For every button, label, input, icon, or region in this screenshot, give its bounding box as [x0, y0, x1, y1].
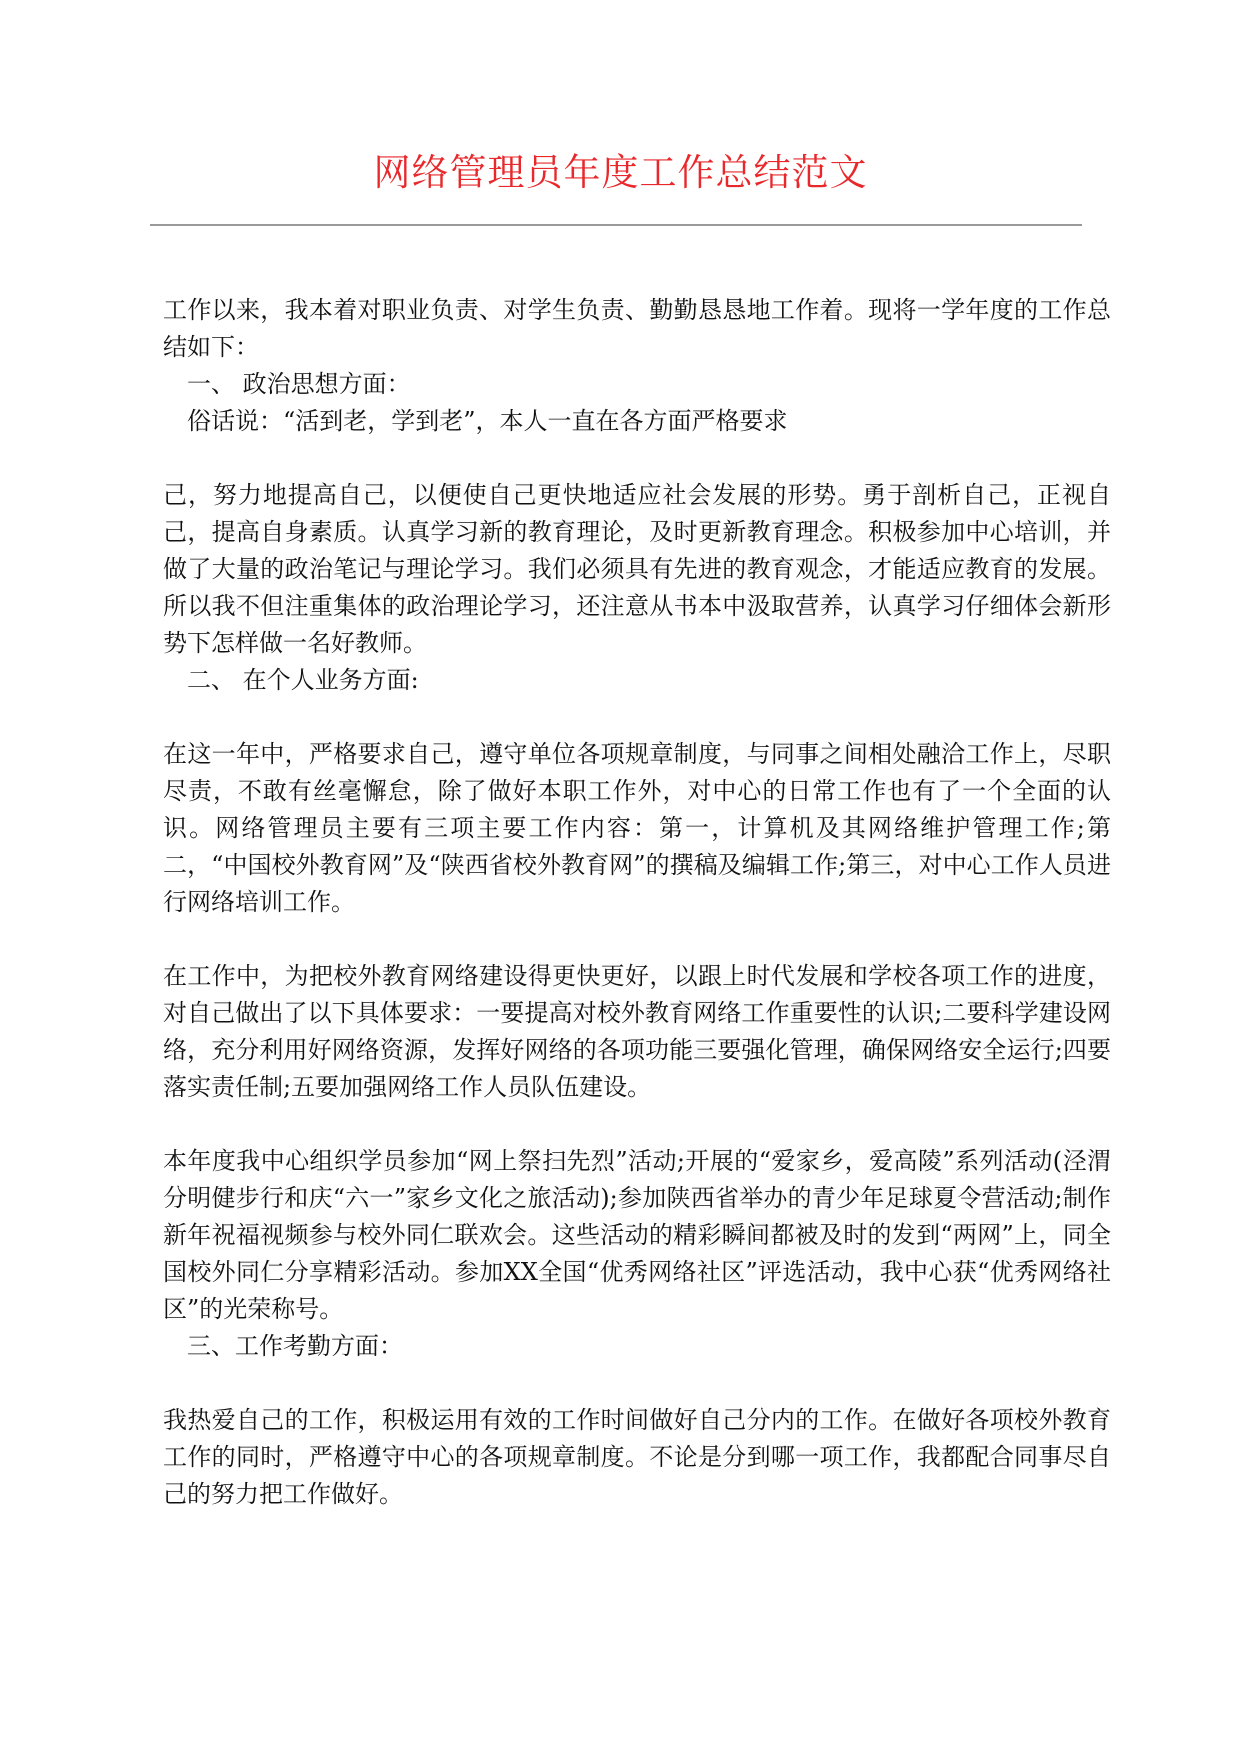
- intro-paragraph: 工作以来，我本着对职业负责、对学生负责、勤勤恳恳地工作着。现将一学年度的工作总结如下：: [163, 296, 1111, 361]
- section-heading-business: 二、 在个人业务方面:: [187, 666, 419, 694]
- paragraph-attendance: 我热爱自己的工作，积极运用有效的工作时间做好自己分内的工作。在做好各项校外教育工作的同时，严格遵守中心的各项规章制度。不论是分到哪一项工作，我都配合同事尽自己的努力把工作做好。: [163, 1406, 1111, 1508]
- paragraph-business: 在这一年中，严格要求自己，遵守单位各项规章制度，与同事之间相处融洽工作上，尽职尽责，不敢有丝毫懈怠，除了做好本职工作外，对中心的日常工作也有了一个全面的认识。网络管理员主要有三项主要工作内容：第一，计算机及其网络维护管理工作;第二，“中国校外教育网”及“陕西省校外教育网”的撰稿及编辑工作;第三，对中心工作人员进行网络培训工作。: [163, 740, 1111, 916]
- document-body: [163, 292, 1111, 1513]
- title-divider: [150, 224, 1082, 226]
- section-heading-politics: 一、 政治思想方面：: [187, 370, 411, 398]
- paragraph-network-requirements: 在工作中，为把校外教育网络建设得更快更好，以跟上时代发展和学校各项工作的进度，对自己做出了以下具体要求：一要提高对校外教育网络工作重要性的认识;二要科学建设网络，充分利用好网络资源，发挥好网络的各项功能三要强化管理，确保网络安全运行;四要落实责任制;五要加强网络工作人员队伍建设。: [163, 962, 1111, 1101]
- paragraph-activities: 本年度我中心组织学员参加“网上祭扫先烈”活动;开展的“爱家乡，爱高陵”系列活动(泾渭分明健步行和庆“六一”家乡文化之旅活动);参加陕西省举办的青少年足球夏令营活动;制作新年祝福视频参与校外同仁联欢会。这些活动的精彩瞬间都被及时的发到“两网”上，同全国校外同仁分享精彩活动。参加XX全国“优秀网络社区”评选活动，我中心获“优秀网络社区”的光荣称号。: [163, 1147, 1111, 1323]
- document-title: 网络管理员年度工作总结范文: [373, 151, 868, 194]
- section-heading-attendance: 三、工作考勤方面：: [187, 1332, 403, 1360]
- paragraph-politics-body: 己，努力地提高自己，以便使自己更快地适应社会发展的形势。勇于剖析自己，正视自己，提高自身素质。认真学习新的教育理论，及时更新教育理念。积极参加中心培训，并做了大量的政治笔记与理论学习。我们必须具有先进的教育观念，才能适应教育的发展。所以我不但注重集体的政治理论学习，还注意从书本中汲取营养，认真学习仔细体会新形势下怎样做一名好教师。: [163, 481, 1111, 657]
- paragraph-politics-lead: 俗话说：“活到老，学到老”，本人一直在各方面严格要求: [187, 407, 788, 435]
